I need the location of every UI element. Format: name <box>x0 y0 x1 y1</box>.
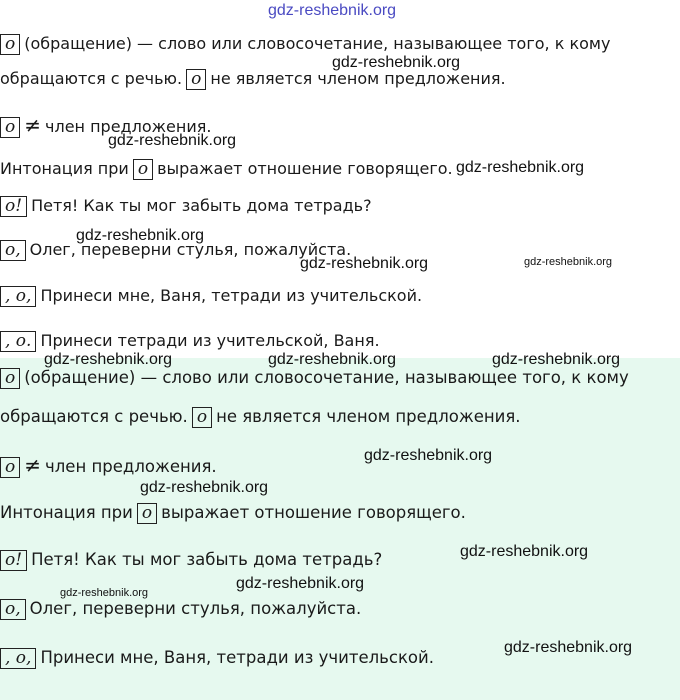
definition-text: обращаются с речью. <box>0 69 183 88</box>
symbol-box: о <box>0 368 20 389</box>
site-watermark: gdz-reshebnik.org <box>332 54 461 71</box>
site-watermark: gdz-reshebnik.org <box>44 351 173 368</box>
symbol-box: о <box>192 407 212 428</box>
rule-text: член предложения. <box>45 457 217 476</box>
symbol-box: о <box>186 69 206 90</box>
example-text: Принеси мне, Ваня, тетради из учительской. <box>40 286 423 305</box>
site-watermark: gdz-reshebnik.org <box>236 575 365 592</box>
site-watermark: gdz-reshebnik.org <box>268 351 397 368</box>
example-3 <box>0 286 422 307</box>
example-text: Принеси мне, Ваня, тетради из учительской. <box>40 648 434 667</box>
intonation-line <box>0 503 466 524</box>
example-text: Принеси тетради из учительской, Ваня. <box>40 331 380 350</box>
symbol-box: о <box>0 457 20 478</box>
definition-line-2 <box>0 69 506 90</box>
site-watermark: gdz-reshebnik.org <box>364 447 493 464</box>
symbol-box: о <box>133 159 153 180</box>
rule-text: Интонация при <box>0 503 133 522</box>
example-3 <box>0 648 434 669</box>
site-watermark: gdz-reshebnik.org <box>492 351 621 368</box>
symbol-box: , о, <box>0 648 36 669</box>
intonation-line <box>0 159 453 180</box>
definition-line-2 <box>0 407 521 428</box>
site-watermark: gdz-reshebnik.org <box>76 227 205 244</box>
site-watermark: gdz-reshebnik.org <box>456 159 585 176</box>
definition-line-1 <box>0 34 610 55</box>
site-watermark: gdz-reshebnik.org <box>108 132 237 149</box>
rule-text: выражает отношение говорящего. <box>157 159 453 178</box>
example-text: Петя! Как ты мог забыть дома тетрадь? <box>31 196 372 215</box>
definition-line-1 <box>0 368 629 389</box>
rule-text: выражает отношение говорящего. <box>161 503 466 522</box>
definition-text: не является членом предложения. <box>210 69 506 88</box>
example-2 <box>0 599 361 620</box>
example-text: Петя! Как ты мог забыть дома тетрадь? <box>31 550 383 569</box>
symbol-box: о, <box>0 599 26 620</box>
symbol-box: о <box>0 117 20 138</box>
definition-text: (обращение) — слово или словосочетание, называющее того, к кому <box>24 34 611 53</box>
site-watermark: gdz-reshebnik.org <box>268 2 397 19</box>
not-equal-icon: ≠ <box>24 113 42 137</box>
symbol-box: о <box>137 503 157 524</box>
not-equal-icon: ≠ <box>24 453 42 477</box>
definition-text: не является членом предложения. <box>216 407 521 426</box>
rule-text: член предложения. <box>45 117 212 136</box>
site-watermark: gdz-reshebnik.org <box>460 543 589 560</box>
site-watermark: gdz-reshebnik.org <box>60 587 149 599</box>
not-member-line <box>0 455 217 478</box>
site-watermark: gdz-reshebnik.org <box>524 256 613 268</box>
site-watermark: gdz-reshebnik.org <box>504 639 633 656</box>
example-4 <box>0 331 380 352</box>
definition-text: обращаются с речью. <box>0 407 188 426</box>
definition-text: (обращение) — слово или словосочетание, называющее того, к кому <box>24 368 629 387</box>
example-text: Олег, переверни стулья, пожалуйста. <box>29 240 352 259</box>
site-watermark: gdz-reshebnik.org <box>300 255 429 272</box>
symbol-box: о, <box>0 240 26 261</box>
example-1 <box>0 196 372 217</box>
example-text: Олег, переверни стулья, пожалуйста. <box>29 599 362 618</box>
example-1 <box>0 550 382 571</box>
symbol-box: , о, <box>0 286 36 307</box>
site-watermark: gdz-reshebnik.org <box>140 479 269 496</box>
symbol-box: о! <box>0 196 27 217</box>
symbol-box: о <box>0 34 20 55</box>
symbol-box: о! <box>0 550 27 571</box>
symbol-box: , о. <box>0 331 36 352</box>
rule-text: Интонация при <box>0 159 129 178</box>
